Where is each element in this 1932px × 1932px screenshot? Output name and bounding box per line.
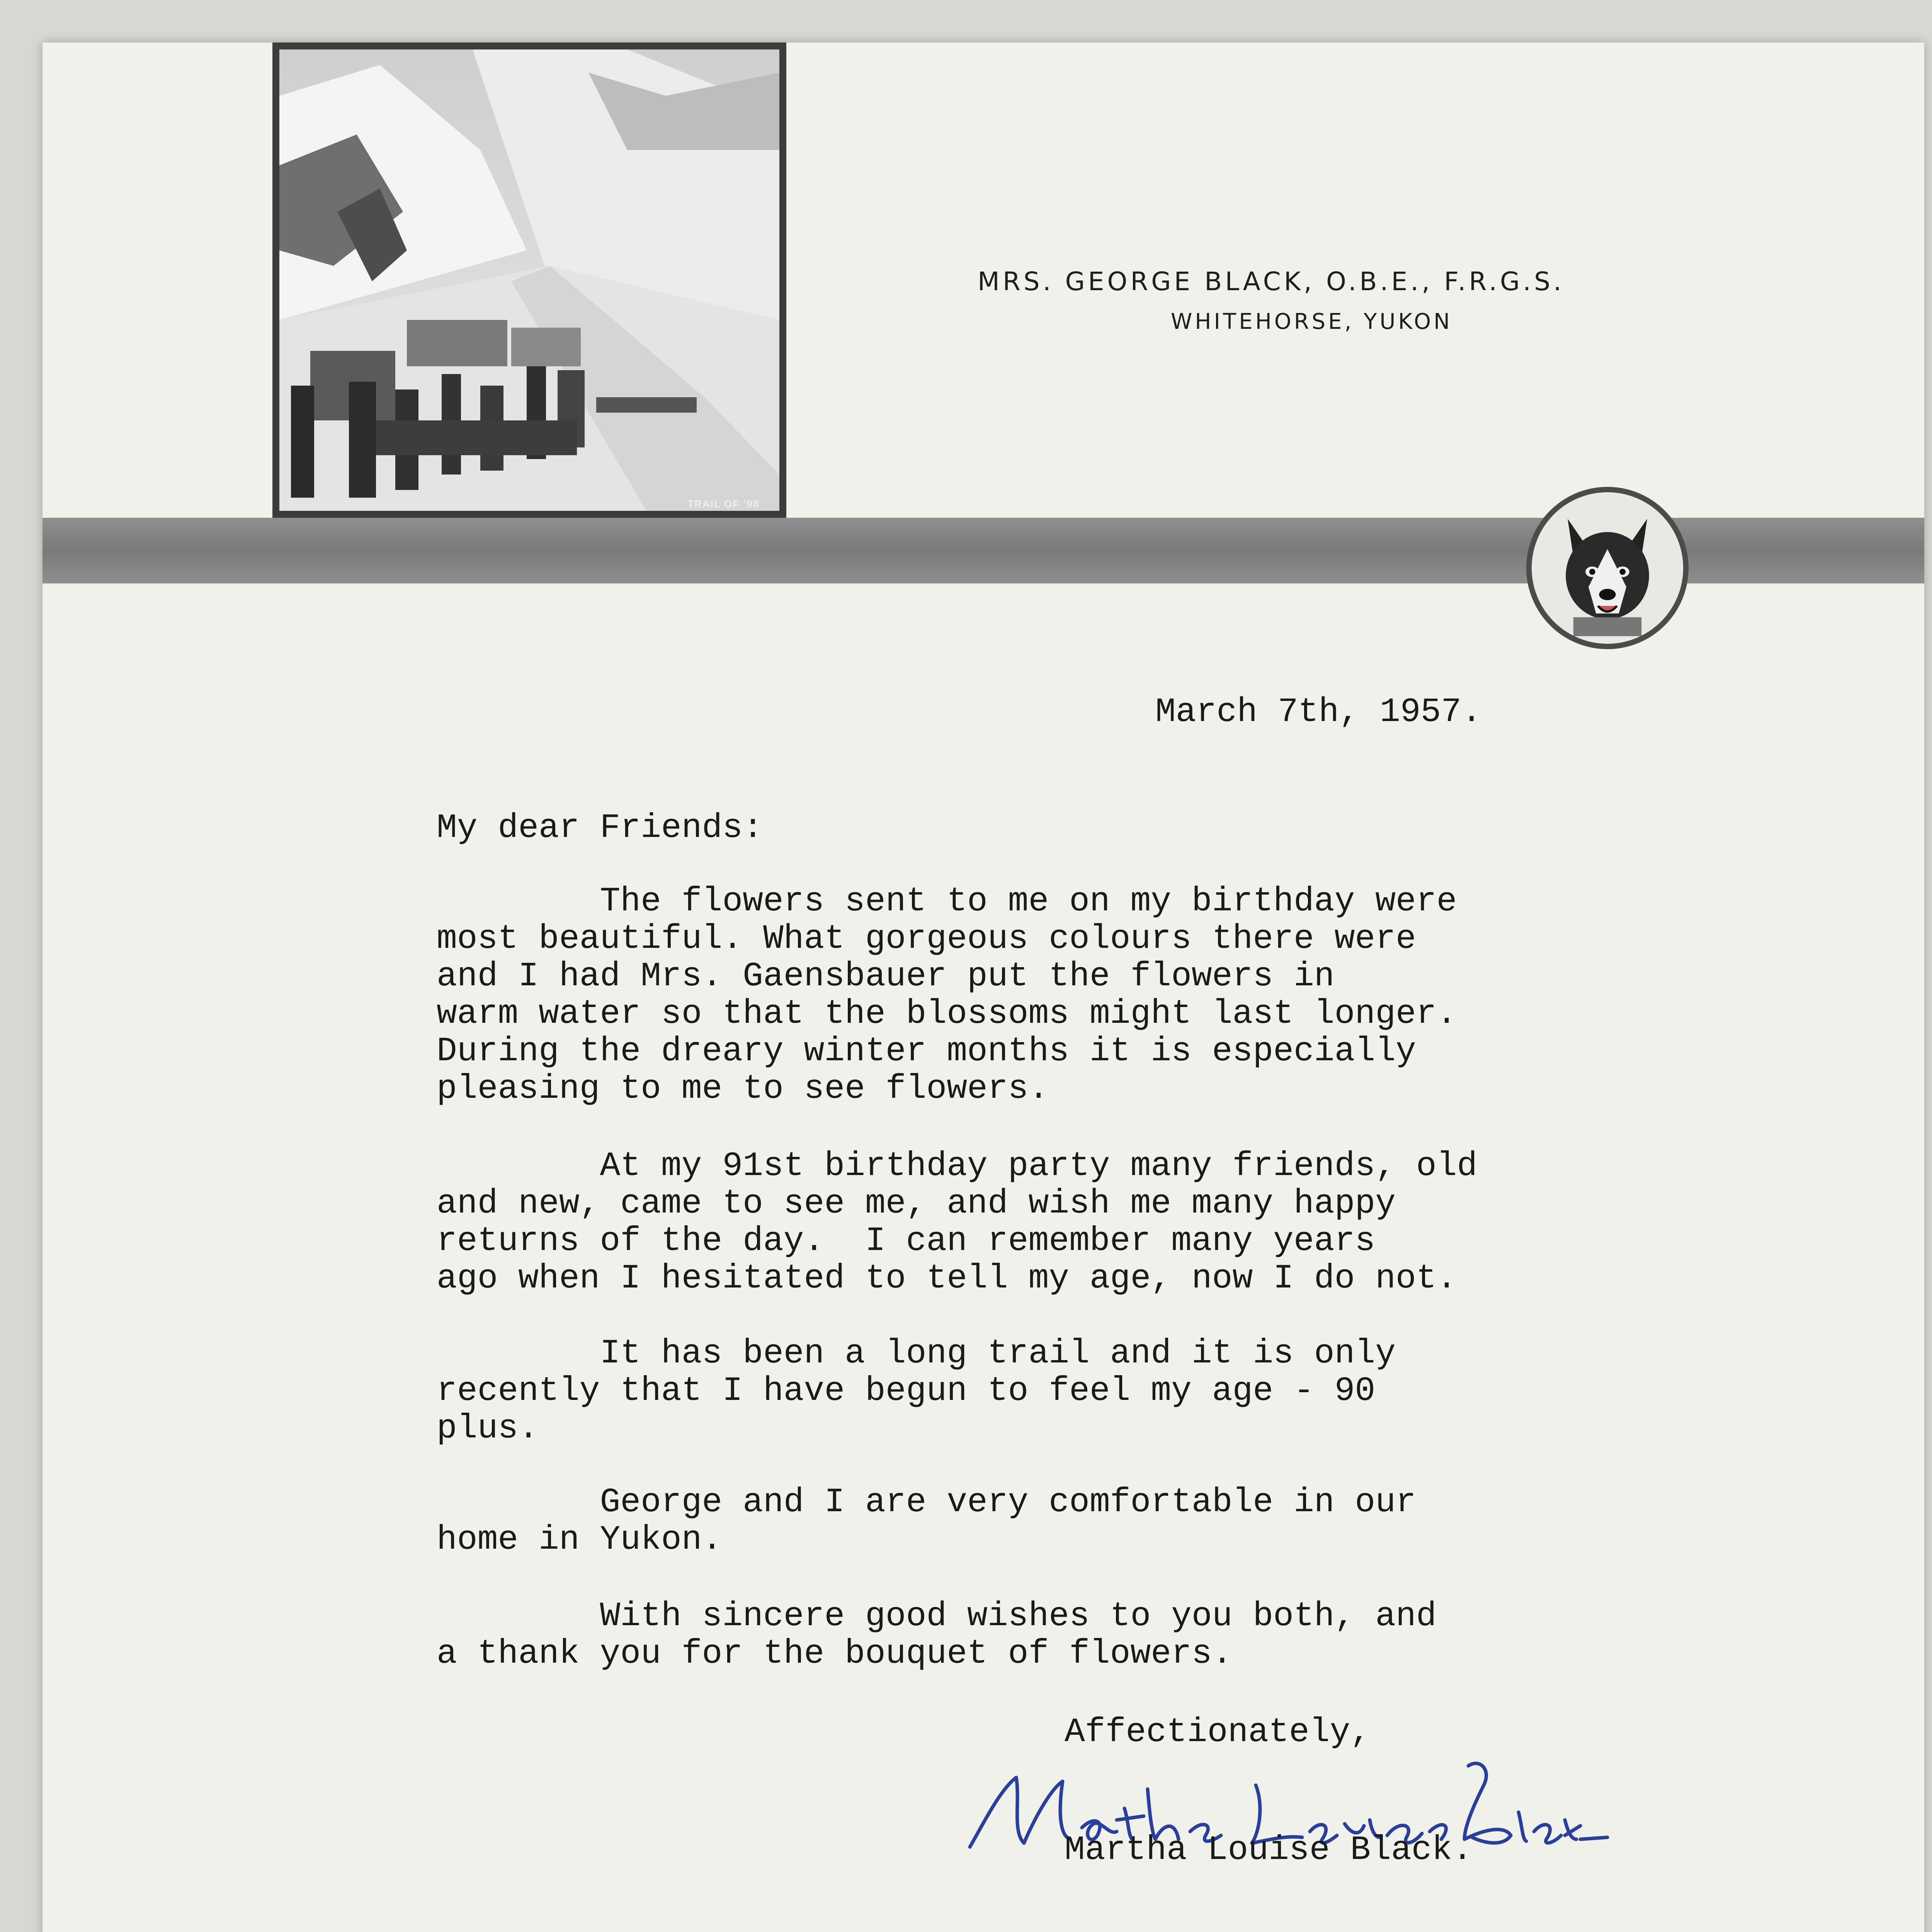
husky-icon [1532, 492, 1683, 644]
letter-paragraph-2: At my 91st birthday party many friends, old and new, came to see me, and wish me many happy returns of the day. I can remember many years ago when I hesitated to tell my age, now I do not. [437, 1147, 1478, 1298]
letter-paragraph-1: The flowers sent to me on my birthday were most beautiful. What gorgeous colours there were and I had Mrs. Gaensbauer put the flowers in warm water so that the blossoms might last longer. During the dreary winter months it is especially pleasing to me to see flowers. [437, 883, 1457, 1108]
letter-paragraph-3: It has been a long trail and it is only recently that I have begun to feel my age - 90 plus. [437, 1335, 1396, 1448]
trail-photo-caption: TRAIL OF '98 [687, 498, 759, 510]
letterhead-name: MRS. GEORGE BLACK, O.B.E., F.R.G.S. [978, 267, 1565, 296]
letter-salutation: My dear Friends: [437, 809, 763, 847]
husky-medallion-icon [1526, 487, 1689, 649]
letter-date: March 7th, 1957. [1155, 693, 1482, 731]
letter-paragraph-4: George and I are very comfortable in our home in Yukon. [437, 1483, 1416, 1559]
letter-page [43, 43, 1924, 1932]
trail-photo-image [279, 49, 779, 511]
trail-of-98-photo [272, 43, 786, 518]
letter-typed-name: Martha Louise Black. [1065, 1831, 1473, 1869]
letter-paragraph-5: With sincere good wishes to you both, and a thank you for the bouquet of flowers. [437, 1597, 1437, 1673]
letterhead-location: WHITEHORSE, YUKON [1171, 309, 1453, 334]
letter-closing: Affectionately, [1065, 1713, 1371, 1752]
